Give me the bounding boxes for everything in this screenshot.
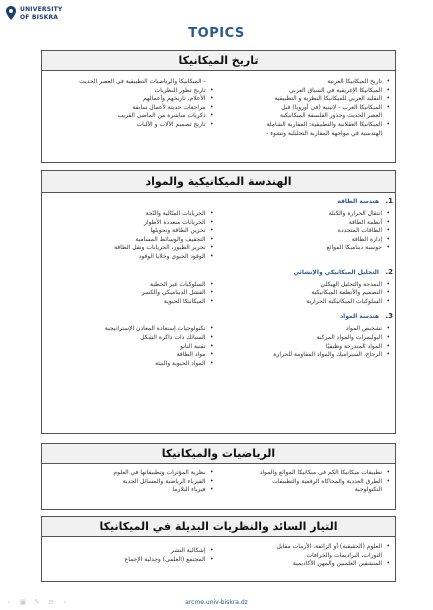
column-right	[219, 78, 396, 162]
list-item: الهندسية في مواجهة المقاربة التحليلية ونشوء -	[266, 129, 382, 137]
list-item: • الميكانيكا الإغريقية في السياق العربي	[219, 87, 383, 96]
university-logo	[6, 6, 62, 21]
list-item: • البوليمرات والمواد المركبة	[219, 334, 383, 343]
list-item: • الجريانات المتّالية والتّجة	[42, 210, 206, 219]
logo-text	[20, 6, 62, 21]
list-item: التكنولوجية	[354, 486, 382, 494]
list-item: الثورات، البراديمات والخرافات	[306, 551, 382, 559]
list-item: • الفيزياء الرياضية والمسائل الحدية	[42, 478, 206, 487]
list-item: • أنظمة الطاقة	[219, 219, 383, 228]
list-item: - الميكانيكا والرياضيات التطبيقية في العصر الحديث	[79, 78, 206, 85]
list-item: • تطبيقات ميكانيكا الكم في ميكانيكا الموائع والمواد	[219, 469, 383, 478]
list-item: • التجفيف والوسائط المسامية	[42, 236, 206, 245]
image-icon[interactable]: ▣	[19, 598, 27, 606]
list-item: • التصميم والأنظمة الميكانيكية	[219, 289, 383, 298]
list-item: • تحرير الطيور، الجريانات ونقل الطاقة	[42, 244, 206, 253]
column-right	[219, 543, 396, 581]
column-left	[42, 281, 219, 307]
list-item: • المواد الحيوية والبيئة	[42, 360, 206, 369]
list-item: • الجريانات متعددة الأطوار	[42, 219, 206, 228]
section-title: تاريخ الميكانيكا	[42, 51, 395, 71]
section-mathematics-mechanics	[41, 443, 396, 510]
section-title: التيار السائد والنظريات البديلة في الميكانيكا	[42, 517, 395, 537]
list-item: • الميكانيكا العرب - لاتينية (في أوروبا) قبل	[219, 104, 383, 113]
list-item: • تخزين الطاقة وتحويلها	[42, 227, 206, 236]
list-item: • العلوم (الحقيقية) أو الزائفة، الأزمات مقابل	[219, 543, 383, 552]
list-item: • الأعلام، تاريخهم وأعمالهم	[42, 95, 206, 104]
list-item: • إشكالية النشر	[42, 547, 206, 556]
back-icon[interactable]: ‹	[7, 598, 11, 606]
column-right	[219, 210, 396, 262]
subsection-number: 2.	[385, 267, 393, 276]
list-item: • ذكريات مباشرة من الماضي القريب	[42, 112, 206, 121]
column-left	[42, 210, 219, 262]
page-title: TOPICS	[188, 26, 245, 41]
list-item: • تاريخ تصميم الآلات و الآليات	[42, 121, 206, 130]
list-item: • مواد الطاقة	[42, 351, 206, 360]
list-item: • المجتمع (العلمي) وجدلية الإجماع	[42, 556, 206, 565]
section-title: الرياضيات والميكانيكا	[42, 444, 395, 464]
subsection-title	[42, 267, 395, 278]
list-item: • إدارة الطاقة	[219, 236, 383, 245]
subsection-label: هندسة الطاقة	[337, 198, 379, 205]
list-item: • السبائك ذات ذاكرة الشكل	[42, 334, 206, 343]
column-right	[219, 469, 396, 509]
subsection-title	[42, 196, 395, 207]
subsection	[42, 267, 395, 307]
section-history-of-mechanics	[41, 50, 396, 163]
list-item: • تشخيص المواد	[219, 325, 383, 334]
list-item: العصر الحديث وجذور الفلسفة الميكانيكية	[279, 112, 382, 120]
list-item: • الوقود الحيوي وخلايا الوقود	[42, 253, 206, 262]
logo-line-1: UNIVERSITY	[20, 6, 63, 13]
column-left	[42, 325, 219, 368]
subsection	[42, 196, 395, 262]
list-item: • تاريخ تطور النظريات	[42, 87, 206, 96]
list-item: • المواد المتدرجة وظيفيًا	[219, 343, 383, 352]
list-item: • الزجاج، السيراميك والمواد المقاومة للحرارة	[219, 351, 383, 360]
subsection	[42, 311, 395, 368]
list-item: • السلوكيات الميكانيكية الحرارية	[219, 298, 383, 307]
list-item: • حوسبة ديناميكا الموائع	[219, 244, 383, 253]
subsection-label: هندسة المواد	[340, 313, 379, 321]
list-item: • تقنية النانو	[42, 343, 206, 352]
section-mainstream-alternative-theories	[41, 516, 396, 582]
list-item: • تكنولوجيات إستعادة المعادن الإستراتيجية	[42, 325, 206, 334]
list-item: • تاريخ الميكانيكا العربية	[219, 78, 383, 87]
subsection-title	[42, 311, 395, 322]
subsection-label: التحليل الميكانيكي والإنشائي	[293, 268, 379, 276]
menu-icon[interactable]: ≡	[48, 598, 54, 606]
list-item: • النمذجة والتحليل الهيكلي	[219, 281, 383, 290]
logo-line-2: OF BISKRA	[20, 13, 59, 21]
list-item: • الميكانيكا الحيوية	[42, 298, 206, 307]
list-item: • انتقال الحرارة والكتلة	[219, 210, 383, 219]
list-item: • فيزياء البلازما	[42, 486, 206, 495]
list-item: • السلوكيات غير الخطية	[42, 281, 206, 290]
column-left	[42, 543, 219, 581]
list-item: • مراجعات حديثة لأعمال سابقة	[42, 104, 206, 113]
section-title: الهندسة الميكانيكية والمواد	[42, 171, 395, 193]
column-left	[42, 78, 219, 162]
list-item: • الطاقات المتجددة	[219, 227, 383, 236]
list-item: • نظرية المؤثرات وتطبيقاتها في العلوم	[42, 469, 206, 478]
pencil-icon[interactable]: ✎	[34, 598, 40, 606]
subsection-number: 3.	[385, 312, 393, 321]
map-pin-icon	[6, 6, 16, 20]
section-mechanical-engineering-materials	[41, 170, 396, 434]
list-item: • المنشقين العلميين والمهن الأكاديمية	[219, 560, 383, 569]
column-right	[219, 281, 396, 307]
list-item: • الميكانيكا العقلانية والتطبيقية: المقاربة الشاملة	[219, 121, 383, 130]
footer-url[interactable]: arcme.univ-biskra.dz	[185, 599, 248, 606]
forward-icon[interactable]: ›	[63, 598, 67, 606]
subsection-number: 1.	[385, 197, 393, 205]
list-item: • الطرق العددية والمحاكاة الرقمية والتطبيقات	[219, 478, 383, 487]
list-item: • التقليد العربي للميكانيكا النظرية و التطبيقية	[219, 95, 383, 104]
list-item: • الفشل الديناميكي والكسر	[42, 289, 206, 298]
column-left	[42, 469, 219, 509]
column-right	[219, 325, 396, 368]
